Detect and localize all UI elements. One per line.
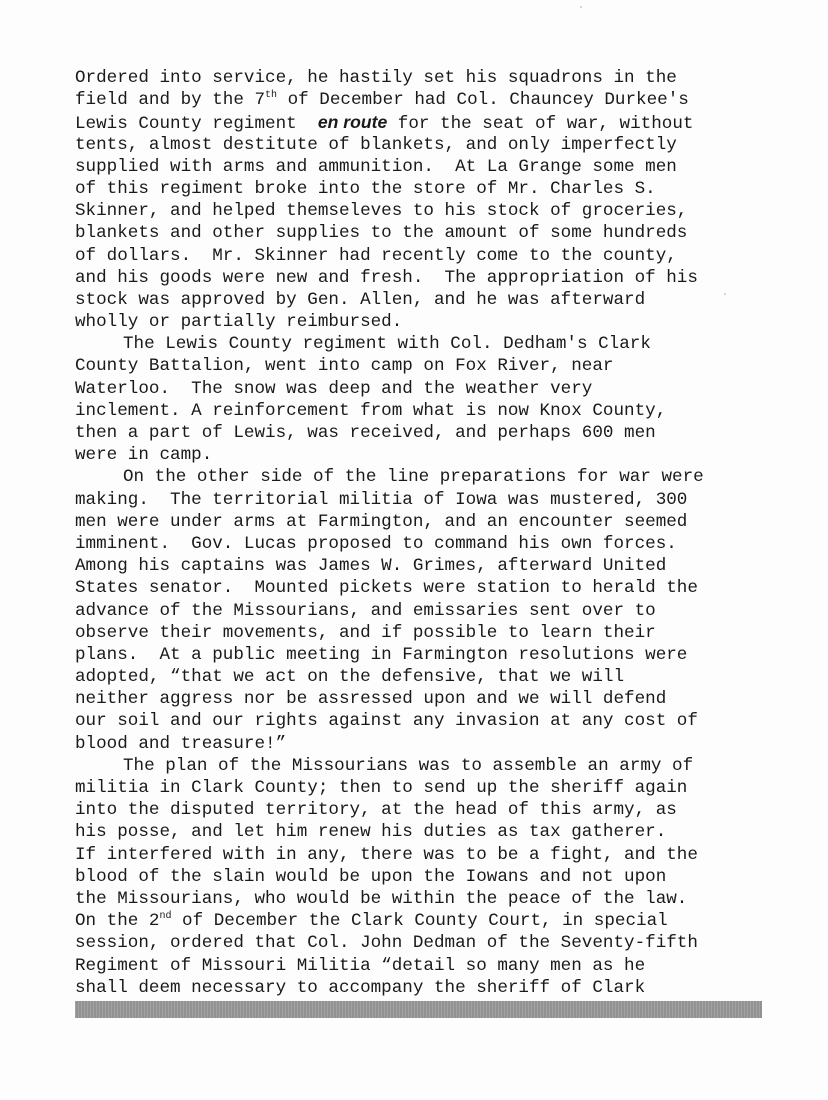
text-line: militia in Clark County; then to send up the sheriff again (75, 778, 688, 798)
text-line: of dollars. Mr. Skinner had recently come to the county, (75, 245, 677, 266)
paragraph-first-line: The plan of the Missourians was to assemble an army of (123, 755, 694, 776)
text-line: adopted, “that we act on the defensive, that we will (75, 667, 625, 688)
text-line: stock was approved by Gen. Allen, and he was afterward (75, 289, 646, 310)
text-line: County Battalion, went into camp on Fox River, near (75, 356, 614, 377)
emphasized-phrase: en route (317, 112, 388, 133)
text-line: plans. At a public meeting in Farmington resolutions were (75, 644, 688, 665)
text-line: then a part of Lewis, was received, and perhaps 600 men (75, 423, 656, 443)
text-line: supplied with arms and ammunition. At La Grange some men (75, 156, 677, 177)
text-line: blood and treasure!” (75, 733, 287, 754)
document-body-text (75, 67, 765, 999)
text-segment: On the 2 (75, 911, 160, 932)
text-line: and his goods were new and fresh. The appropriation of his (75, 267, 698, 288)
text-line: our soil and our rights against any invasion at any cost of (75, 711, 698, 732)
text-line: the Missourians, who would be within the peace of the law. (75, 888, 688, 909)
text-line: imminent. Gov. Lucas proposed to command his own forces. (75, 533, 677, 554)
text-line: tents, almost destitute of blankets, and only imperfectly (75, 134, 677, 155)
text-line: Among his captains was James W. Grimes, afterward United (75, 556, 667, 577)
text-segment: field and by the 7 (75, 90, 266, 111)
text-line: making. The territorial militia of Iowa was mustered, 300 (75, 489, 688, 510)
scan-speck (580, 6, 582, 8)
text-line: If interfered with in any, there was to be a fight, and the (75, 844, 698, 865)
text-line (75, 910, 765, 932)
text-line: advance of the Missourians, and emissaries sent over to (75, 600, 656, 621)
text-segment: of December had Col. Chauncey Durkee's (277, 90, 689, 111)
ordinal-superscript: nd (159, 911, 172, 923)
text-segment: of December the Clark County Court, in special (171, 911, 668, 932)
paragraph-first-line: The Lewis County regiment with Col. Dedham's Clark (123, 334, 651, 355)
text-line: neither aggress nor be assressed upon and we will defend (75, 689, 667, 710)
text-line: blood of the slain would be upon the Iowans and not upon (75, 866, 667, 887)
text-line (75, 89, 765, 111)
text-line: Ordered into service, he hastily set his squadrons in the (75, 68, 677, 88)
paragraph-first-line: On the other side of the line preparations for war were (123, 467, 704, 488)
text-line: Regiment of Missouri Militia “detail so many men as he (75, 955, 646, 976)
text-line: were in camp. (75, 445, 213, 466)
text-line: observe their movements, and if possible to learn their (75, 622, 656, 643)
text-line: into the disputed territory, at the head of this army, as (75, 800, 677, 821)
ordinal-superscript: th (265, 90, 278, 102)
text-line: shall deem necessary to accompany the sheriff of Clark (75, 977, 646, 998)
text-segment: Lewis County regiment (75, 114, 318, 135)
text-line (75, 111, 765, 133)
text-line: blankets and other supplies to the amount of some hundreds (75, 223, 688, 244)
text-line: inclement. A reinforcement from what is now Knox County, (75, 400, 667, 421)
text-line: session, ordered that Col. John Dedman of the Seventy-fifth (75, 933, 698, 954)
text-segment: for the seat of war, without (387, 114, 694, 135)
text-line: Skinner, and helped themseleves to his stock of groceries, (75, 201, 688, 222)
text-line: wholly or partially reimbursed. (75, 312, 403, 333)
text-line: Waterloo. The snow was deep and the weather very (75, 378, 593, 399)
text-line: States senator. Mounted pickets were station to herald the (75, 578, 698, 599)
text-line: of this regiment broke into the store of Mr. Charles S. (75, 178, 656, 199)
text-line: his posse, and let him renew his duties as tax gatherer. (75, 822, 667, 843)
footer-scan-bar (75, 1001, 762, 1018)
text-line: men were under arms at Farmington, and an encounter seemed (75, 511, 688, 532)
